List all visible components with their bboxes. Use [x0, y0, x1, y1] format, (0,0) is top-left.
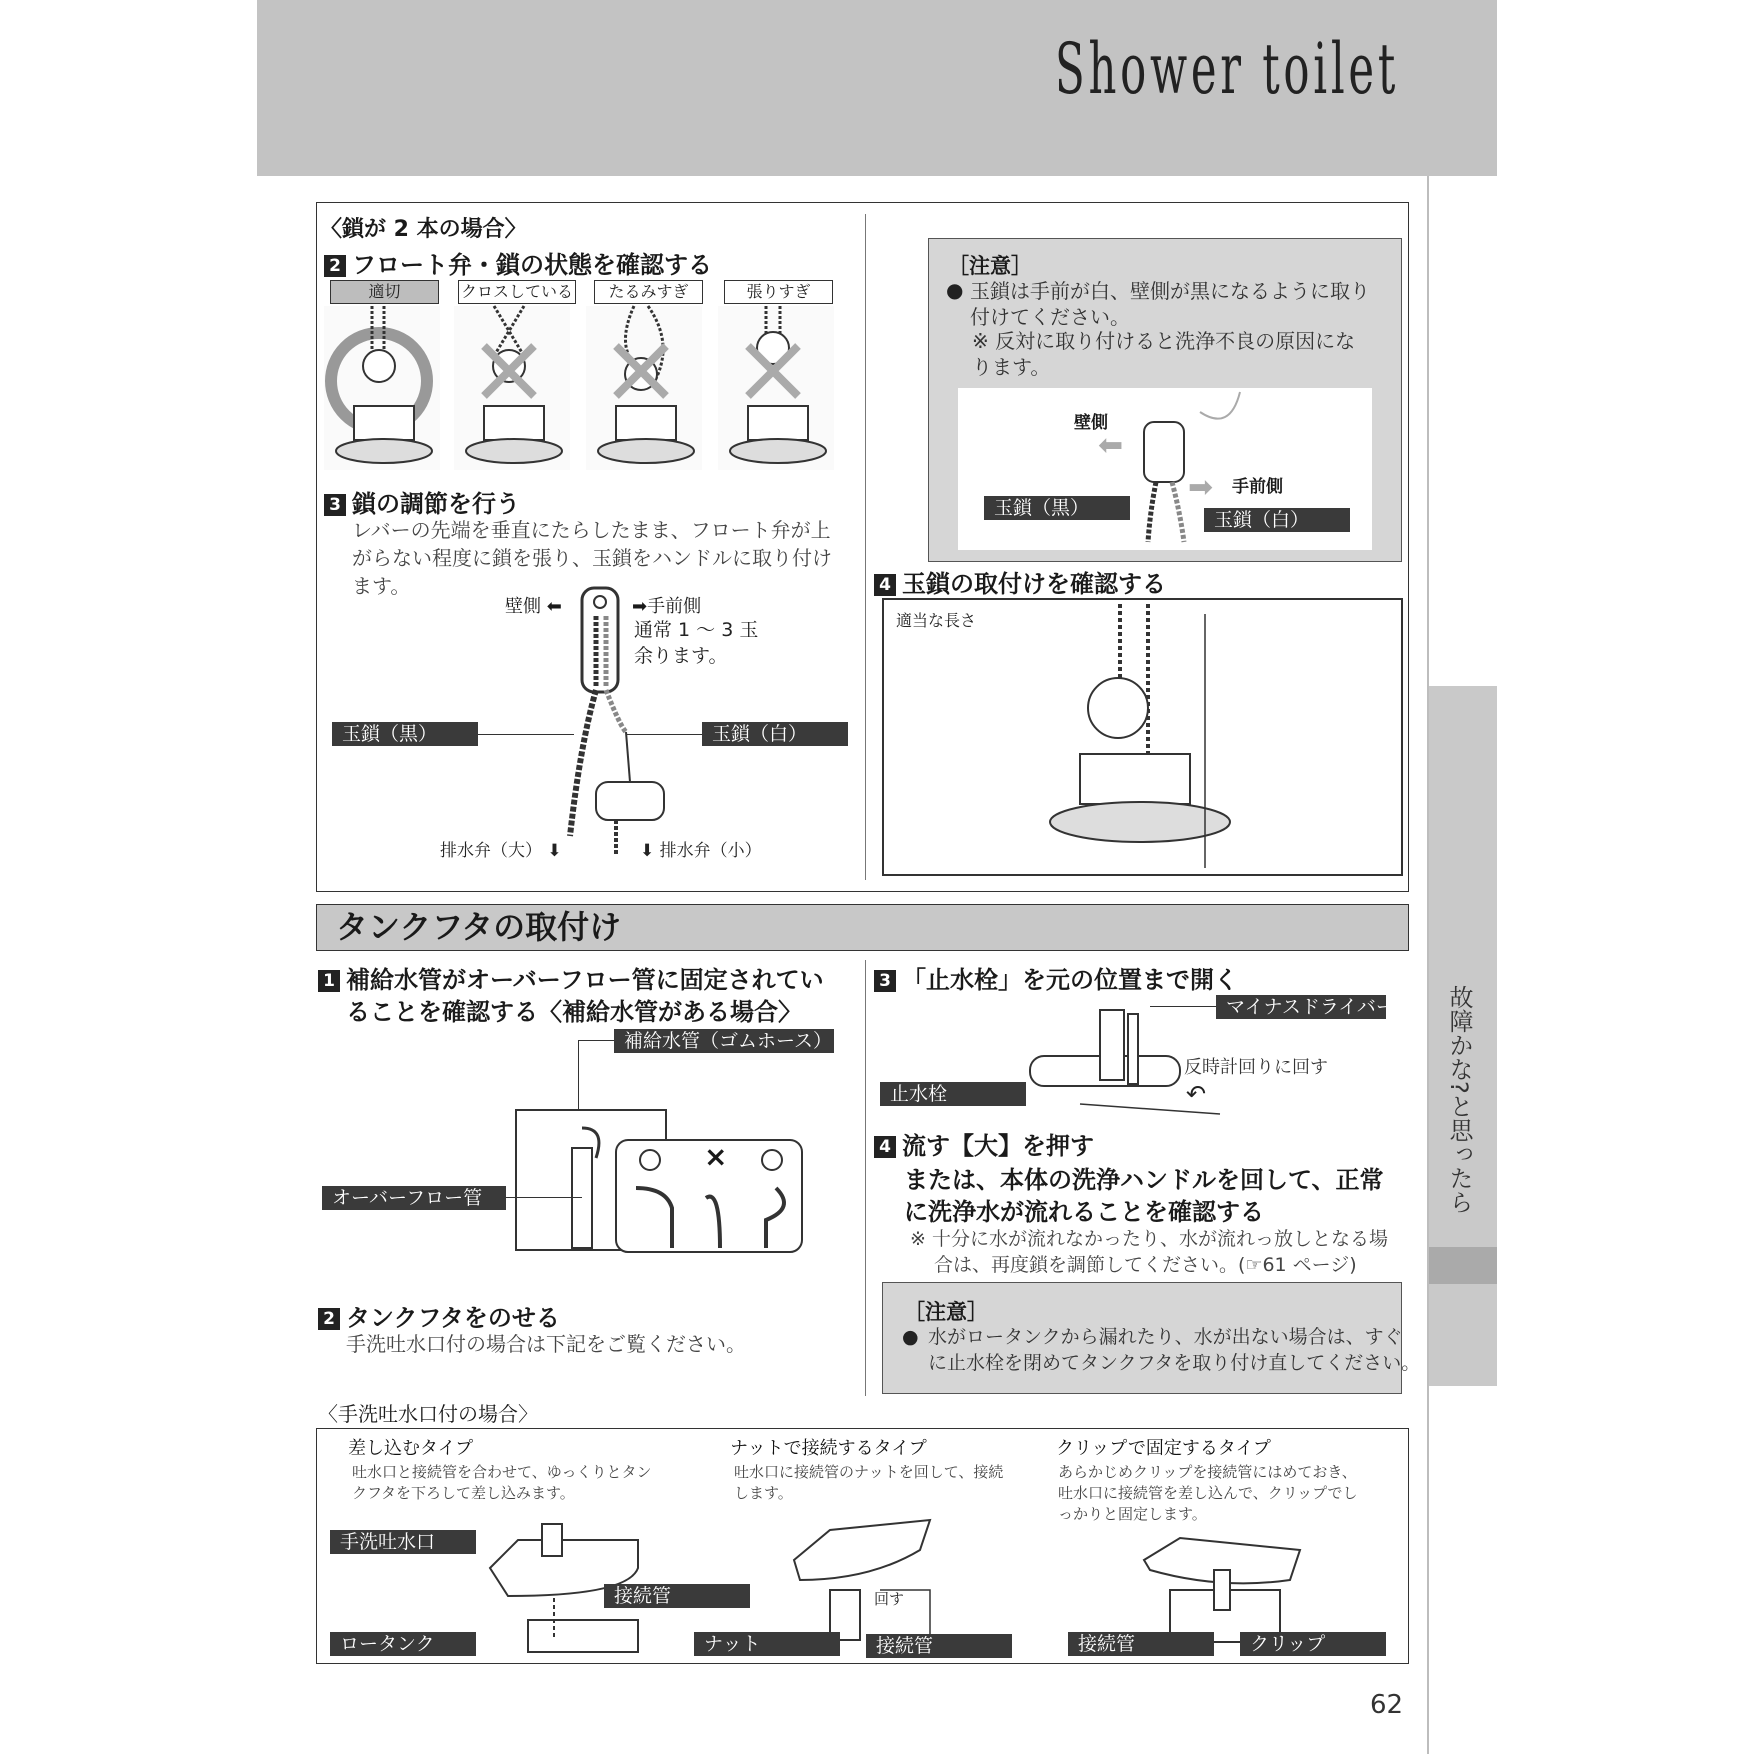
arrow-down-icon: ⬇ — [547, 841, 562, 861]
arrow-down-icon: ⬇ — [640, 841, 655, 861]
leader-hose — [578, 1040, 614, 1041]
valve-proper-illustration — [324, 306, 440, 470]
faucet-type1-label-b: 接続管 — [604, 1584, 750, 1608]
step-number: 4 — [874, 1136, 896, 1158]
step4-title: 玉鎖の取付けを確認する — [902, 570, 1166, 598]
label-hose: 補給水管（ゴムホース） — [614, 1029, 834, 1053]
valve-tight-illustration — [718, 306, 834, 470]
caution-label-white: 玉鎖（白） — [1204, 508, 1350, 532]
chain-caution-bullet: ● — [946, 278, 964, 302]
valve-illustrations — [324, 306, 834, 476]
lid-caution-line1: 水がロータンクから漏れたり、水が出ない場合は、すぐ — [928, 1326, 1403, 1348]
step3-title: 鎖の調節を行う — [352, 490, 520, 518]
step4-heading — [874, 564, 1166, 599]
drain-small-text: 排水弁（小） — [659, 841, 762, 861]
step-number: 1 — [318, 970, 340, 992]
lid-step2-heading — [318, 1298, 560, 1333]
faucet-type1-label-c: ロータンク — [330, 1632, 476, 1656]
step4-caption: 適当な長さ — [896, 611, 977, 630]
wall-side-label: 壁側 — [505, 596, 541, 617]
label-black-chain: 玉鎖（黒） — [332, 722, 478, 746]
step-number: 3 — [324, 494, 346, 516]
step4-illustration — [1040, 604, 1280, 868]
drain-small-label — [640, 836, 762, 861]
faucet-type3-label-a: 接続管 — [1068, 1632, 1214, 1656]
leader-driver — [1150, 1006, 1216, 1007]
lid-step4-title: 流す【大】を押す — [902, 1132, 1094, 1160]
diagram-front-side — [632, 592, 701, 618]
faucet-section-title: 〈手洗吐水口付の場合〉 — [318, 1402, 538, 1426]
side-label: 故障かな?と思ったら — [1445, 985, 1473, 1214]
lid-step1-heading — [318, 960, 824, 995]
faucet-type3-desc: あらかじめクリップを接続管にはめておき、吐水口に接続管を差し込んで、クリップでしっかりと固定します。 — [1058, 1463, 1358, 1523]
lid-step1-title-1: 補給水管がオーバーフロー管に固定されてい — [346, 966, 824, 994]
lid-step4-heading — [874, 1126, 1094, 1161]
overflow-tube-illustration — [486, 1108, 806, 1258]
faucet-type3-label-b: クリップ — [1240, 1632, 1386, 1656]
wrong-mark-icon: × — [704, 1140, 728, 1173]
lid-caution-title: ［注意］ — [904, 1300, 988, 1324]
valve-slack-illustration — [586, 306, 702, 470]
step2-heading — [324, 245, 712, 280]
state-tag-tight: 張りすぎ — [724, 280, 833, 304]
lid-step3-title: 「止水栓」を元の位置まで開く — [902, 966, 1238, 994]
lid-step3-heading — [874, 960, 1238, 995]
chain-section-title: 〈鎖が 2 本の場合〉 — [320, 217, 527, 242]
state-tag-slack: たるみすぎ — [594, 280, 703, 304]
drain-large-label — [440, 836, 562, 861]
caution-wall-side: 壁側 — [1074, 413, 1108, 433]
brand-logo: Shower toilet — [1055, 28, 1400, 110]
step3-heading — [324, 484, 520, 519]
faucet-type2-label-a: 回す — [874, 1590, 905, 1608]
faucet-type2-label-b: ナット — [694, 1632, 840, 1656]
label-white-chain: 玉鎖（白） — [702, 722, 848, 746]
faucet-type1-label-a: 手洗吐水口 — [330, 1530, 476, 1554]
chain-section-divider — [865, 214, 866, 880]
lid-step4-note-2: 合は、再度鎖を調節してください。(☞61 ページ) — [934, 1254, 1357, 1276]
side-tab-marker — [1429, 1247, 1497, 1284]
slack-note-2: 余ります。 — [634, 645, 728, 667]
step2-title: フロート弁・鎖の状態を確認する — [352, 251, 712, 279]
lid-step4-line3: に洗浄水が流れることを確認する — [904, 1198, 1264, 1226]
faucet-type1-desc: 吐水口と接続管を合わせて、ゆっくりとタンクフタを下ろして差し込みます。 — [352, 1463, 652, 1502]
front-side-label: 手前側 — [647, 596, 702, 617]
label-valve: 止水栓 — [880, 1082, 1026, 1106]
state-tag-proper: 適切 — [330, 280, 439, 304]
leader-white-chain — [626, 734, 702, 735]
lid-section-title: タンクフタの取付け — [336, 908, 622, 946]
faucet-type2-illustration — [790, 1510, 940, 1650]
lid-step4-note-1: ※ 十分に水が流れなかったり、水が流れっ放しとなる場 — [910, 1228, 1388, 1250]
arrow-right-icon: ➡ — [1188, 470, 1214, 505]
page-number: 62 — [1370, 1690, 1404, 1720]
step-number: 3 — [874, 970, 896, 992]
lid-section-divider — [865, 960, 866, 1396]
faucet-type1-name: 差し込むタイプ — [348, 1438, 474, 1459]
chain-caution-line1: 玉鎖は手前が白、壁側が黒になるように取り付けてください。 — [970, 279, 1370, 329]
arrow-left-icon: ⬅ — [546, 596, 562, 617]
faucet-type3-name: クリップで固定するタイプ — [1056, 1438, 1271, 1459]
leader-overflow — [506, 1197, 582, 1198]
lid-step1-title-2: ることを確認する〈補給水管がある場合〉 — [346, 998, 802, 1026]
slack-note-1: 通常 1 ～ 3 玉 — [634, 619, 759, 641]
chain-caution-line2: ※ 反対に取り付けると洗浄不良の原因になります。 — [972, 329, 1356, 379]
caution-label-black: 玉鎖（黒） — [984, 496, 1130, 520]
faucet-type3-illustration — [1140, 1530, 1310, 1642]
lid-caution-line2: に止水栓を閉めてタンクフタを取り付け直してください。 — [928, 1352, 1421, 1374]
step-number: 2 — [318, 1308, 340, 1330]
lid-caution-bullet: ● — [902, 1326, 919, 1348]
lid-step2-title: タンクフタをのせる — [346, 1304, 560, 1332]
lid-step2-body: 手洗吐水口付の場合は下記をご覧ください。 — [346, 1332, 746, 1356]
faucet-type2-label-c: 接続管 — [866, 1634, 1012, 1658]
step-number: 4 — [874, 574, 896, 596]
valve-crossed-illustration — [454, 306, 570, 470]
caution-front-side: 手前側 — [1232, 477, 1283, 497]
step-number: 2 — [324, 255, 346, 277]
chain-caution-title: ［注意］ — [948, 254, 1032, 278]
faucet-type2-name: ナットで接続するタイプ — [730, 1438, 927, 1459]
label-rotate: 反時計回りに回す — [1184, 1057, 1328, 1078]
state-tag-crossed: クロスしている — [458, 280, 576, 304]
lid-step4-line2: または、本体の洗浄ハンドルを回して、正常 — [904, 1166, 1384, 1194]
label-driver: マイナスドライバー — [1216, 995, 1386, 1019]
drain-large-text: 排水弁（大） — [440, 841, 542, 861]
arrow-left-icon: ⬅ — [1098, 428, 1124, 463]
counterclockwise-icon: ↶ — [1186, 1080, 1207, 1108]
faucet-type2-desc: 吐水口に接続管のナットを回して、接続します。 — [734, 1463, 1004, 1502]
leader-black-chain — [478, 734, 574, 735]
diagram-wall-side — [505, 592, 562, 618]
label-overflow: オーバーフロー管 — [322, 1186, 506, 1210]
arrow-right-icon: ➡ — [632, 596, 648, 617]
step3-body: レバーの先端を垂直にたらしたまま、フロート弁が上がらない程度に鎖を張り、玉鎖をハンドルに取り付けます。 — [352, 518, 832, 598]
